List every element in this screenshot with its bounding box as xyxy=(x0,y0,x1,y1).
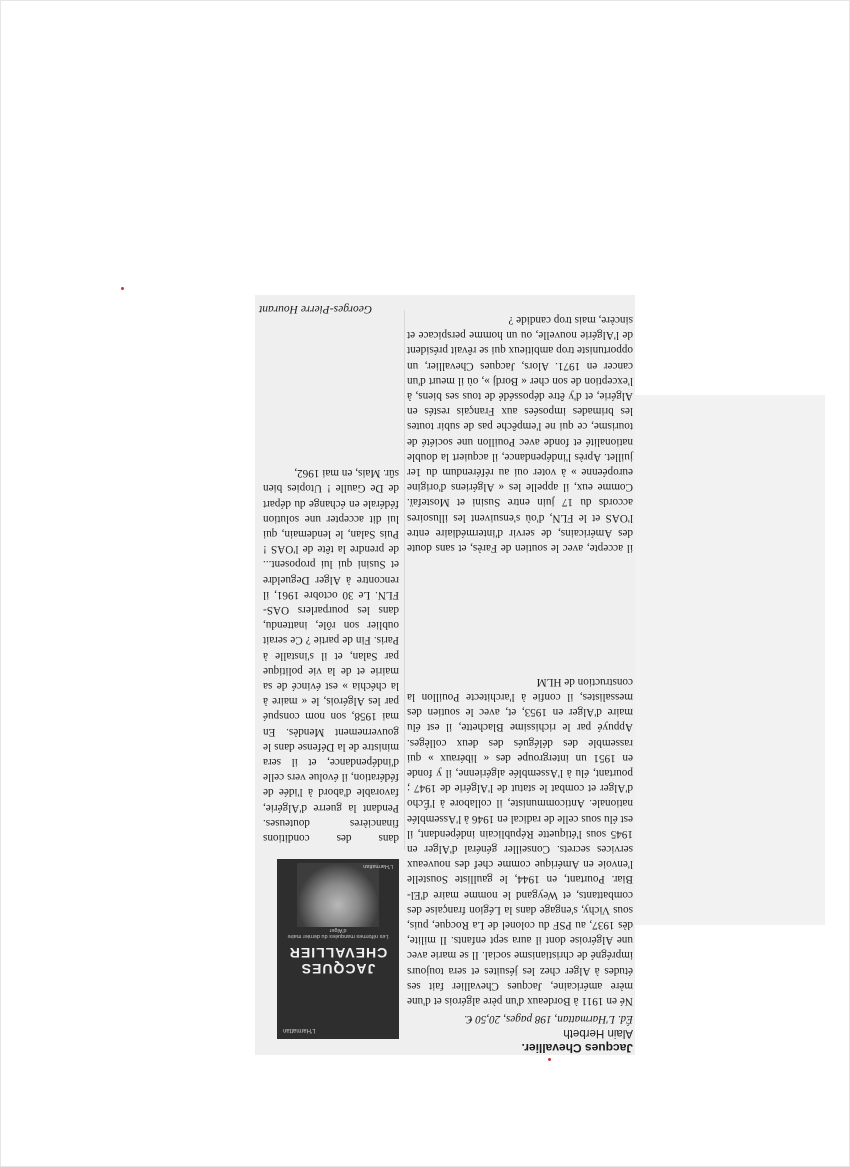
newspaper-clipping xyxy=(255,295,635,1055)
scan-speck xyxy=(121,287,124,290)
article-signature: Georges-Pierre Hourant xyxy=(259,303,373,315)
cover-editor-label: L'Harmattan xyxy=(363,863,393,869)
book-publisher: Éd. L'Harmattan, 198 pages, 20,50 €. xyxy=(464,1013,633,1025)
paragraph-1: Né en 1911 à Bordeaux d'un père algérois et d'une mère américaine, Jacques Chevallier fait ses études à Alger chez les jésuites et sera toujours imprégné de christianisme social. Il se marie avec une Algéroise dont il aura sept enfants. Il milite, dès 1937, au PSF du colonel de La Rocque, puis, sous Vichy, s'engage dans la Légion française des combattants, et Weygand le nomme maire d'El-Biar. Pourtant, en 1944, le gaulliste Soustelle l'envoie en Amérique comme chef des nouveaux services secrets. Conseiller général d'Alger en 1945 sous l'étiquette Républicain indépendant, il est élu sous celle de radical en 1946 à l'Assemblée nationale. Anticommuniste, il collabore à l'Écho d'Alger et combat le statut de l'Algérie de 1947 ; pourtant, élu à l'Assemblée algérienne, il y fonde en 1951 un intergroupe des « libéraux » qui rassemble des délégués des deux collèges. Appuyé par le richissime Blachette, il est élu maire d'Alger en 1953, et, avec le soutien des messalistes, il confie à l'architecte Pouillon la construction de HLM xyxy=(407,675,633,1007)
scan-speck xyxy=(548,1058,551,1061)
cover-title: JACQUES CHEVALLIER xyxy=(288,945,388,977)
book-title: Jacques Chevallier. xyxy=(521,1041,633,1055)
column-right xyxy=(407,312,633,555)
cover-publisher-mark: L'Harmattan xyxy=(283,1027,316,1033)
column-left xyxy=(407,674,633,1055)
cover-portrait-photo xyxy=(297,863,379,927)
column-rule xyxy=(404,310,405,850)
book-author: Alain Herbeth xyxy=(563,1027,633,1039)
book-cover xyxy=(277,859,399,1039)
paragraph-3: il accepte, avec le soutien de Farès, et sans doute des Américains, de servir d'intermédiaire entre l'OAS et le FLN, d'où s'ensuivent les illusoires accords du 17 juin entre Susini et Mostefaï. Comme eux, il appelle les « Algériens d'origine européenne » à voter oui au référendum du 1er juillet. Après l'indépendance, il acquiert la double nationalité et fonde avec Pouillon une société de tourisme, ce qui ne l'empêche pas de subir toutes les brimades imposées aux Français restés en Algérie, et d'y être dépossédé de tous ses biens, à l'exception de son cher « Bordj », où il meurt d'un cancer en 1971. Alors, Jacques Chevallier, un opportuniste trop ambitieux qui se rêvait président de l'Algérie nouvelle, ou un homme perspicace et sincère, mais trop candide ? xyxy=(407,313,633,554)
column-middle xyxy=(263,465,399,845)
cover-subtitle: Les réformes manquées du dernier maire d'Alger xyxy=(287,927,389,939)
paragraph-2: dans des conditions financières douteuses. Pendant la guerre d'Algérie, favorable d'abord à l'idée de fédération, il évolue vers celle d'indépendance, et il sera ministre de la Défense dans le gouvernement Mendès. En mai 1958, son nom conspué par les Algérois, le « maire à la chéchia » est évincé de sa mairie et de la vie politique par Salan, et il s'installe à Paris. Fin de partie ? Ce serait oublier son rôle, inattendu, dans les pourparlers OAS-FLN. Le 30 octobre 1961, il rencontre à Alger Degueldre et Susini qui lui proposent... de prendre la tête de l'OAS ! Puis Salan, le lendemain, qui lui dit accepter une solution fédérale en échange du départ de De Gaulle ! Utopies bien sûr. Mais, en mai 1962, xyxy=(263,467,399,844)
